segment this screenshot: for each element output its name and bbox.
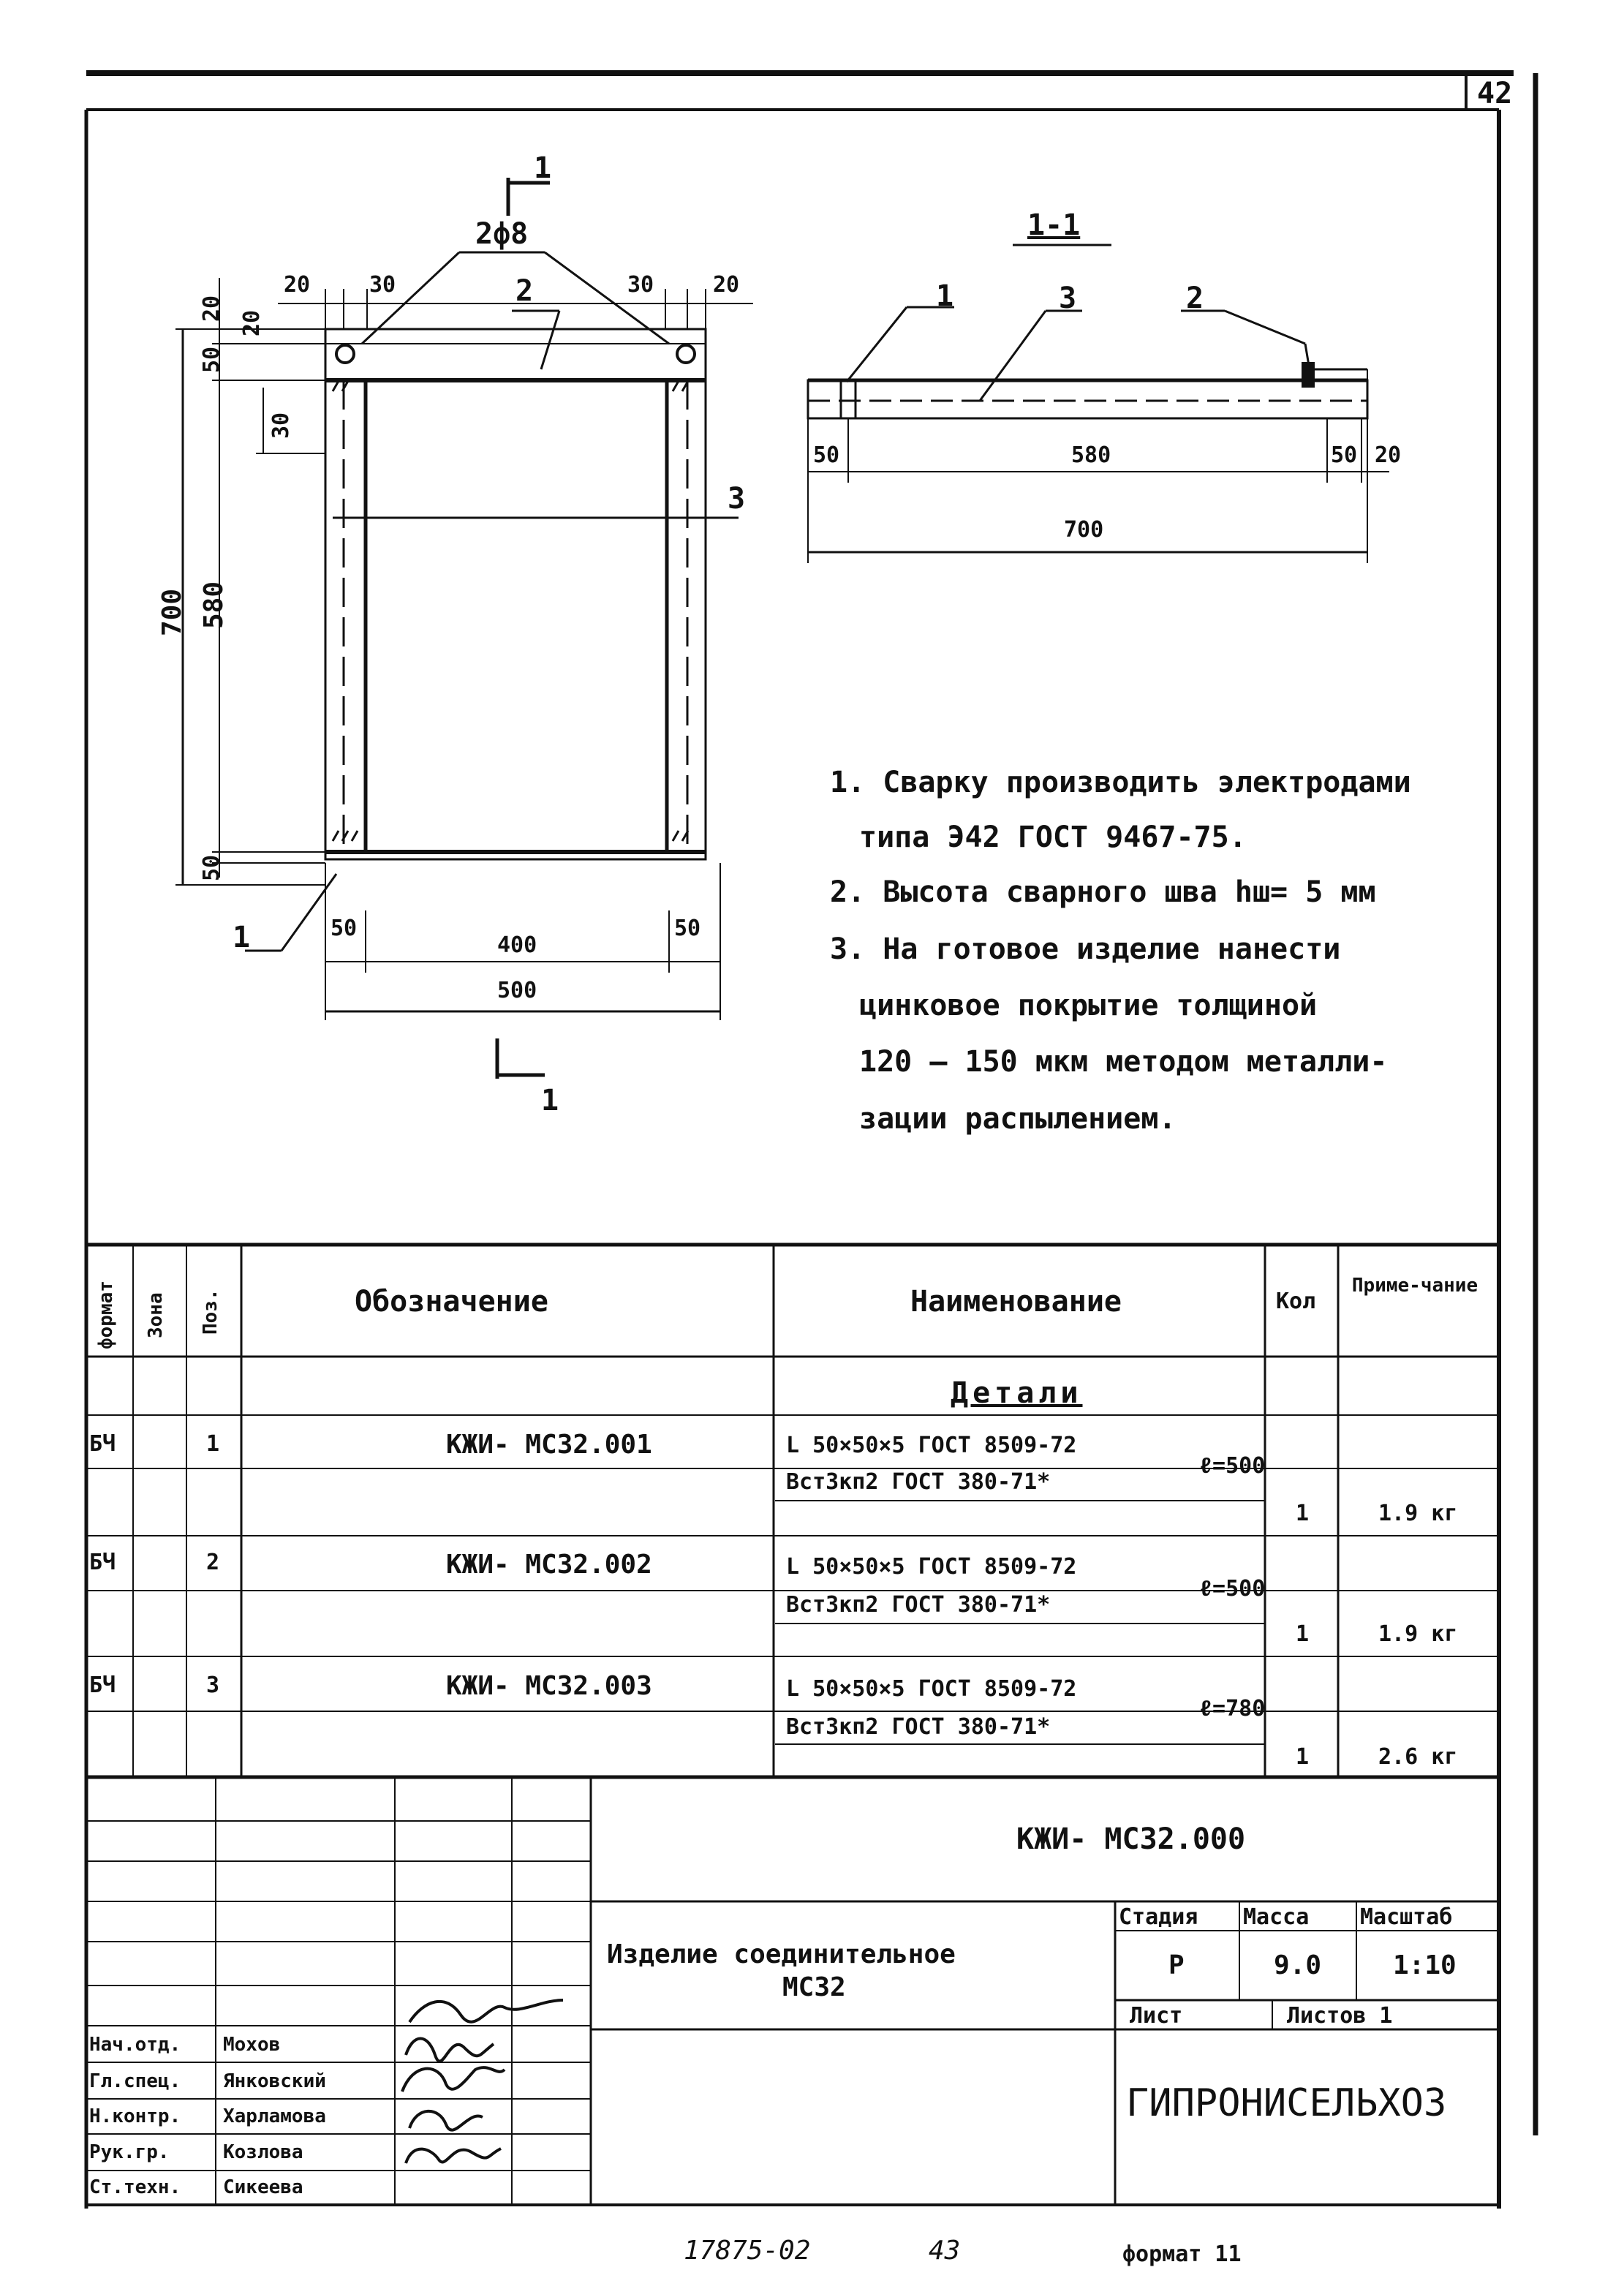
rebar-label: 2ф8 <box>475 217 529 251</box>
dim-bottom-400: 400 <box>497 932 537 958</box>
section-callout-1: 1 <box>936 279 954 313</box>
mass-value: 9.0 <box>1274 1950 1322 1980</box>
dim-left-20b: 20 <box>239 309 265 336</box>
dim-left-30: 30 <box>268 412 294 439</box>
staff-name-1: Мохов <box>223 2034 281 2056</box>
note-2: 2. Высота сварного шва hш= 5 мм <box>830 875 1376 909</box>
scale-label: Масштаб <box>1360 1904 1453 1930</box>
section-dim-580: 580 <box>1071 442 1111 468</box>
header-qty: Кол <box>1276 1289 1316 1314</box>
row-1-format: БЧ <box>89 1431 116 1457</box>
plan-callout-2: 2 <box>515 274 534 308</box>
sheets-label: Листов 1 <box>1287 2003 1393 2029</box>
sheet-number: 42 <box>1477 77 1513 110</box>
staff-role-3: Н.контр. <box>89 2105 181 2127</box>
row-2-format: БЧ <box>89 1550 116 1575</box>
scale-value: 1:10 <box>1393 1950 1457 1980</box>
row-2-qty: 1 <box>1296 1621 1310 1647</box>
doc-code: КЖИ- МС32.000 <box>1016 1822 1246 1856</box>
dim-top-20-right: 20 <box>713 272 740 298</box>
section-dim-overall: 700 <box>1064 517 1104 543</box>
header-pos: Поз. <box>200 1289 222 1335</box>
staff-name-5: Сикеева <box>223 2176 303 2198</box>
row-2-note: 1.9 кг <box>1378 1621 1458 1647</box>
row-3-length: ℓ=780 <box>1199 1696 1266 1722</box>
note-3-line1: 3. На готовое изделие нанести <box>830 932 1341 966</box>
row-1-note: 1.9 кг <box>1378 1501 1458 1526</box>
row-1-name-top: L 50×50×5 ГОСТ 8509-72 <box>786 1433 1077 1458</box>
dim-top-30-right: 30 <box>627 272 654 298</box>
row-1-pos: 1 <box>206 1431 220 1457</box>
mass-label: Масса <box>1243 1904 1310 1930</box>
row-2-designation: КЖИ- МС32.002 <box>446 1550 652 1580</box>
section-title: 1-1 <box>1027 208 1081 242</box>
dim-bottom-50-right: 50 <box>674 916 701 941</box>
row-3-name-bottom: Вст3кп2 ГОСТ 380-71* <box>786 1714 1051 1740</box>
dim-left-580: 580 <box>199 581 229 629</box>
header-note: Приме-чание <box>1351 1275 1478 1297</box>
header-name: Наименование <box>910 1285 1122 1319</box>
note-1-line2: типа Э42 ГОСТ 9467-75. <box>859 821 1247 854</box>
dim-bottom-50-left: 50 <box>331 916 358 941</box>
stage-label: Стадия <box>1119 1904 1198 1930</box>
dim-top-30-left: 30 <box>369 272 396 298</box>
dim-left-50-bottom: 50 <box>199 854 224 881</box>
format-label: формат 11 <box>1122 2241 1242 2267</box>
note-3-line3: 120 – 150 мкм методом металли- <box>859 1045 1388 1079</box>
plan-callout-3: 3 <box>728 482 746 516</box>
bottom-page: 43 <box>929 2236 961 2266</box>
row-3-name-top: L 50×50×5 ГОСТ 8509-72 <box>786 1676 1077 1702</box>
row-2-pos: 2 <box>206 1550 220 1575</box>
plan-callout-1: 1 <box>233 921 251 954</box>
dim-overall-height: 700 <box>157 588 187 636</box>
row-1-designation: КЖИ- МС32.001 <box>446 1430 652 1460</box>
row-3-format: БЧ <box>89 1673 116 1698</box>
row-3-designation: КЖИ- МС32.003 <box>446 1671 652 1701</box>
staff-name-4: Козлова <box>223 2141 303 2163</box>
staff-name-2: Янковский <box>223 2070 326 2092</box>
item-name-line2: МС32 <box>782 1972 846 2002</box>
row-3-pos: 3 <box>206 1673 220 1698</box>
header-format: формат <box>95 1281 117 1349</box>
row-3-qty: 1 <box>1296 1744 1310 1770</box>
note-3-line2: цинковое покрытие толщиной <box>859 989 1318 1022</box>
section-mark-top: 1 <box>534 151 552 185</box>
section-dim-50-right: 50 <box>1331 442 1358 468</box>
staff-role-4: Рук.гр. <box>89 2141 170 2163</box>
signatures <box>402 2000 563 2163</box>
note-3-line4: зации распылением. <box>859 1102 1177 1136</box>
row-1-qty: 1 <box>1296 1501 1310 1526</box>
dim-overall-width: 500 <box>497 978 537 1003</box>
row-1-name-bottom: Вст3кп2 ГОСТ 380-71* <box>786 1469 1051 1495</box>
staff-role-1: Нач.отд. <box>89 2034 181 2056</box>
sheet-label: Лист <box>1130 2003 1183 2029</box>
section-dim-20: 20 <box>1375 442 1402 468</box>
row-2-name-bottom: Вст3кп2 ГОСТ 380-71* <box>786 1592 1051 1618</box>
section-callout-2: 2 <box>1186 282 1204 315</box>
organization: ГИПРОНИСЕЛЬХОЗ <box>1126 2081 1447 2125</box>
bottom-code: 17875-02 <box>684 2236 811 2266</box>
header-zone: Зона <box>145 1292 167 1338</box>
row-1-length: ℓ=500 <box>1199 1453 1266 1479</box>
staff-role-2: Гл.спец. <box>89 2070 181 2092</box>
stage-value: Р <box>1168 1950 1185 1980</box>
staff-name-3: Харламова <box>223 2105 326 2127</box>
section-dim-50-left: 50 <box>813 442 840 468</box>
dim-left-20a: 20 <box>199 295 224 322</box>
row-3-note: 2.6 кг <box>1378 1744 1458 1770</box>
section-callout-3: 3 <box>1059 282 1077 315</box>
dim-left-50-top: 50 <box>199 346 224 373</box>
section-title-details: Детали <box>951 1376 1083 1410</box>
staff-role-5: Ст.техн. <box>89 2176 181 2198</box>
row-2-name-top: L 50×50×5 ГОСТ 8509-72 <box>786 1554 1077 1580</box>
dim-top-20-left: 20 <box>284 272 311 298</box>
header-designation: Обозначение <box>355 1285 548 1319</box>
row-2-length: ℓ=500 <box>1199 1576 1266 1602</box>
item-name-line1: Изделие соединительное <box>607 1939 956 1969</box>
note-1-line1: 1. Сварку производить электродами <box>830 766 1411 799</box>
section-mark-bottom: 1 <box>541 1084 559 1117</box>
